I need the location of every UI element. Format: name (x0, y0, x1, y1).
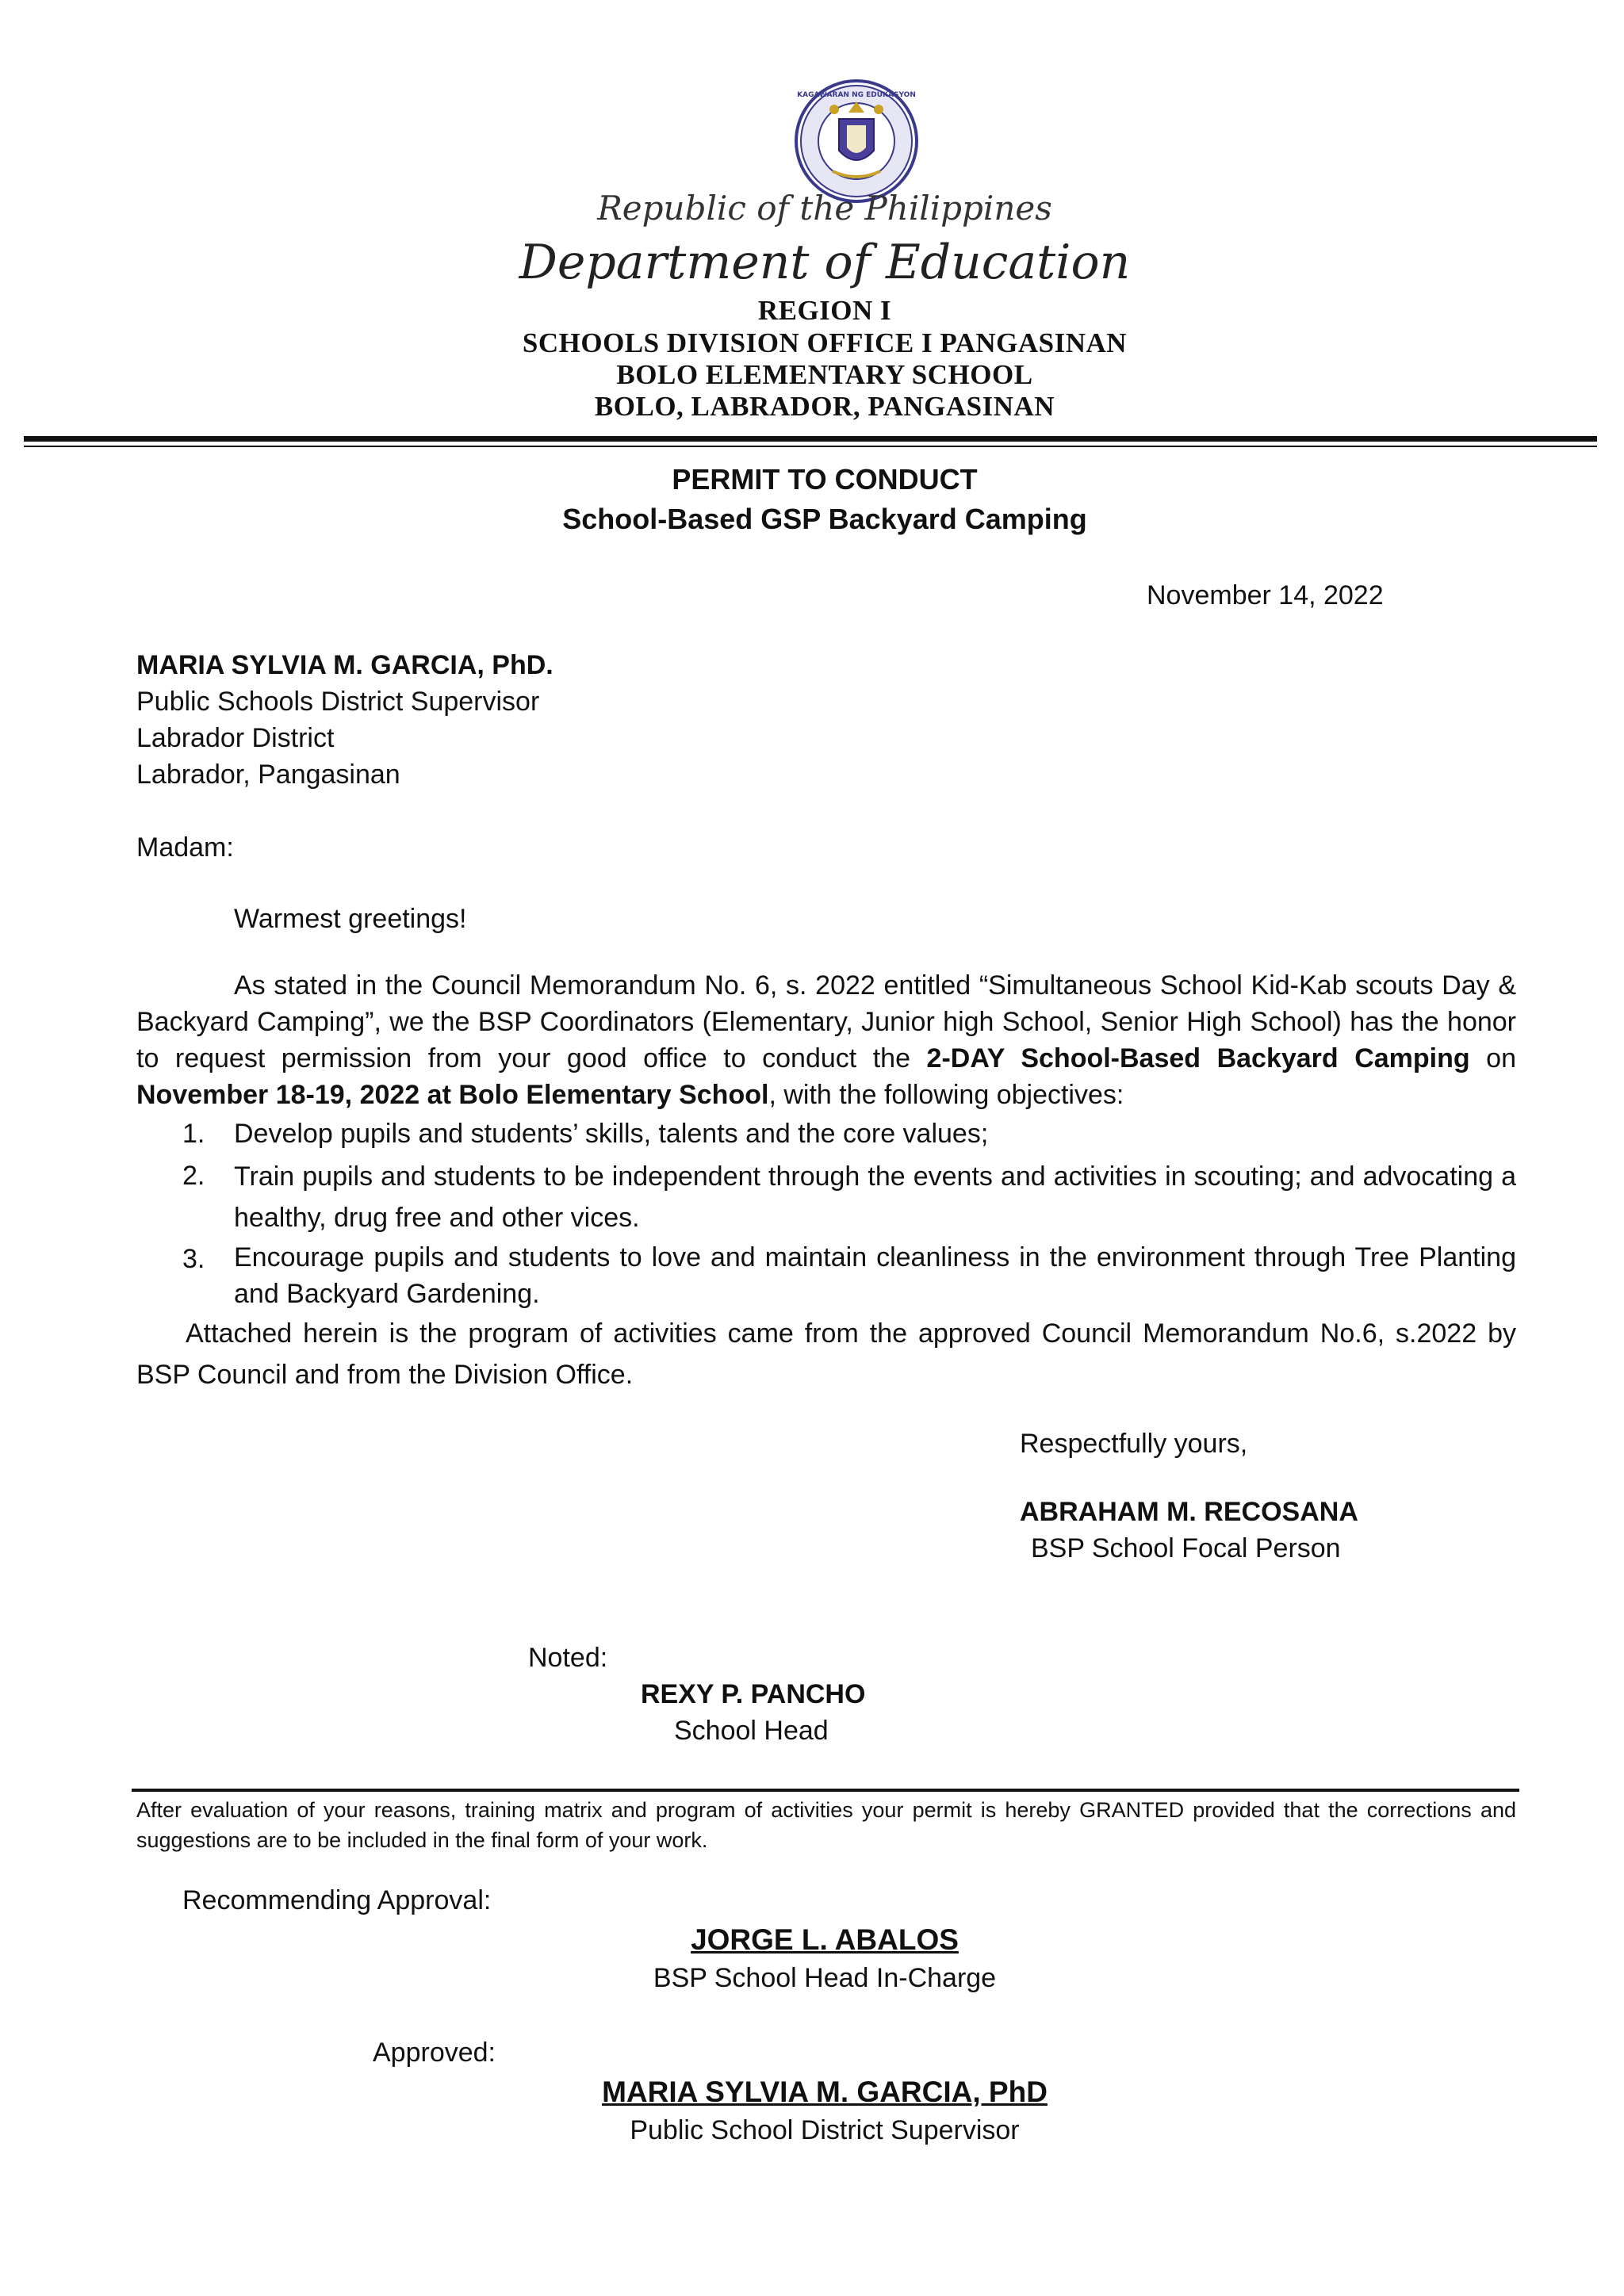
evaluation-text: After evaluation of your reasons, training matrix and program of activities your permit is hereby GRANTED provided that the corrections and suggestions are to be included in the final form of your work. (136, 1798, 1516, 1852)
recommending-name: JORGE L. ABALOS (691, 1923, 959, 1956)
objective-number: 3. (182, 1244, 205, 1274)
noted-title: School Head (674, 1716, 829, 1746)
recommending-title: BSP School Head In-Charge (653, 1963, 997, 1993)
division-line: SCHOOLS DIVISION OFFICE I PANGASINAN (522, 327, 1128, 358)
department-name: Department of Education (519, 235, 1131, 290)
body-text-2: on (1469, 1043, 1516, 1073)
approved-name: MARIA SYLVIA M. GARCIA, PhD (602, 2076, 1048, 2108)
header-divider-thick (24, 436, 1597, 442)
approved-title: Public School District Supervisor (630, 2115, 1020, 2145)
approval-divider (132, 1789, 1519, 1792)
letter-date: November 14, 2022 (1147, 580, 1384, 610)
salutation: Madam: (136, 832, 234, 863)
deped-seal-logo (793, 78, 920, 205)
school-address: BOLO, LABRADOR, PANGASINAN (594, 391, 1055, 422)
addressee-location: Labrador, Pangasinan (136, 760, 400, 790)
svg-text:KAGAWARAN NG EDUKASYON: KAGAWARAN NG EDUKASYON (797, 91, 916, 99)
greeting: Warmest greetings! (234, 904, 467, 934)
addressee-position: Public Schools District Supervisor (136, 687, 540, 717)
body-text-1: As stated in the Council Memorandum No. 6, s. 2022 entitled “Simultaneous School Kid-Kab scouts Day & Backyard Camping”, we the BSP Coordinators (Elementary, Junior high School, Senior High School) has the honor to request permission from your good office to conduct the (136, 970, 1516, 1073)
objective-number: 2. (182, 1161, 205, 1191)
document-title: PERMIT TO CONDUCT (672, 463, 978, 496)
body-event-name: 2-DAY School-Based Backyard Camping (926, 1043, 1470, 1073)
body-text-3: , with the following objectives: (768, 1080, 1124, 1110)
region-line: REGION I (757, 295, 892, 326)
closing: Respectfully yours, (1020, 1429, 1248, 1459)
objective-number: 1. (182, 1119, 205, 1149)
recommending-label: Recommending Approval: (182, 1885, 492, 1915)
noted-label: Noted: (528, 1643, 608, 1673)
signatory-title: BSP School Focal Person (1031, 1533, 1341, 1563)
addressee-district: Labrador District (136, 723, 335, 753)
addressee-name: MARIA SYLVIA M. GARCIA, PhD. (136, 650, 553, 680)
document-subtitle: School-Based GSP Backyard Camping (562, 503, 1087, 535)
header-divider-thin (24, 446, 1597, 447)
noted-name: REXY P. PANCHO (641, 1679, 866, 1709)
attached-paragraph (136, 1313, 1516, 1395)
body-paragraph (136, 967, 1516, 1113)
attached-text: Attached herein is the program of activities came from the approved Council Memorandum No.6, s.2022 by BSP Council and from the Division Office. (136, 1318, 1516, 1390)
signatory-name: ABRAHAM M. RECOSANA (1020, 1497, 1358, 1527)
objective-item: Train pupils and students to be independent through the events and activities in scouting; and advocating a healthy, drug free and other vices. (234, 1161, 1516, 1233)
body-event-date: November 18-19, 2022 at Bolo Elementary School (136, 1080, 769, 1110)
approved-label: Approved: (373, 2038, 496, 2068)
objective-item: Develop pupils and students’ skills, talents and the core values; (234, 1119, 989, 1149)
republic-line: Republic of the Philippines (597, 189, 1052, 228)
school-name: BOLO ELEMENTARY SCHOOL (616, 359, 1033, 390)
objective-item: Encourage pupils and students to love and maintain cleanliness in the environment through Tree Planting and Backyard Gardening. (234, 1242, 1516, 1309)
